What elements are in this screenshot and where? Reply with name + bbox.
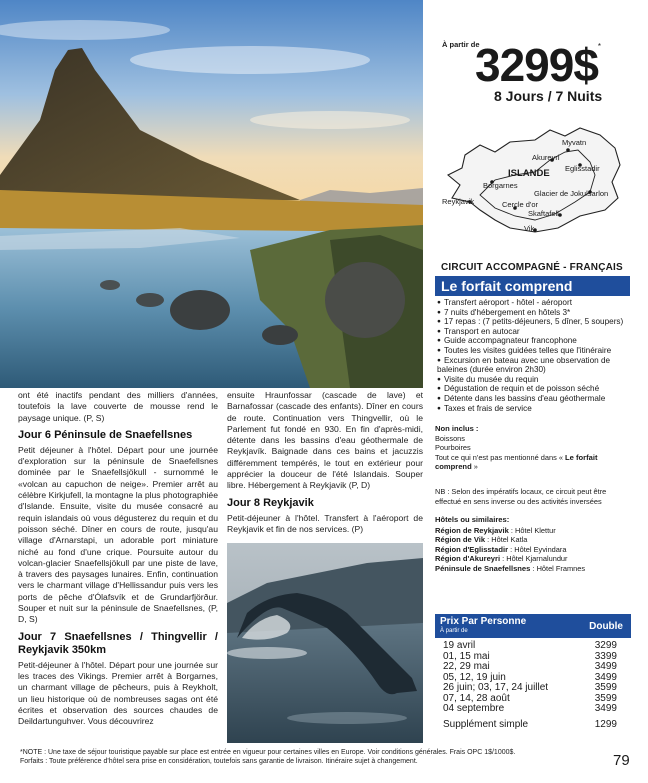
price-row-price: 3299 bbox=[594, 640, 617, 651]
forfait-item: ● Dégustation de requin et de poisson séché bbox=[437, 384, 632, 394]
nb-note: NB : Selon des impératifs locaux, ce circuit peut être effectué en sens inverse ou des activités inversées bbox=[435, 487, 607, 506]
price-row bbox=[443, 704, 617, 715]
hotel-region: Région de Vik bbox=[435, 535, 486, 545]
hotel-region: Région d'Akureyri bbox=[435, 554, 501, 564]
itinerary-column-2 bbox=[227, 390, 423, 540]
price-value: 3299$ bbox=[475, 39, 598, 91]
forfait-item: ● Transfert aéroport - hôtel - aéroport bbox=[437, 298, 632, 308]
map-label-akureyri: Akureyri bbox=[532, 153, 560, 162]
price-row-price: 3399 bbox=[594, 650, 617, 662]
price-table-col-double: Double bbox=[589, 621, 623, 632]
non-inclus-block bbox=[435, 424, 635, 472]
price-from-label: À partir de bbox=[442, 40, 480, 49]
hotel-row: Région de Reykjavik : Hôtel Klettur bbox=[435, 525, 556, 535]
hotel-name: Hôtel Eyvindara bbox=[514, 544, 567, 554]
day6-text: Petit déjeuner à l'hôtel. Départ pour une journée d'exploration sur la péninsule de Snaefellsnes dominée par le Snaefellsjökull - surnommé le «volcan au capuchon de neige». Premier arrêt au célèbre Kirkjufell, la montagne la plus photographiée d'Islande. Ensuite, visite du musée consacré au requin islandais où vous dégusterez du requin et du poisson séché. Dîner en cours de route, jusqu'au village d'Arnarstapi, un adorable port miniature niché au fond d'une crique. Poursuite autour du volcan-glacier Snaefellsjökull par une piste de lave, à travers des paysages lunaires. Enfin, continuation vers le charmant village d'Hellissandur puis vers les ports de pêche d'Ólafsvík et de Grundarfjörður. Souper et nuit sur la péninsule de Snaefellsnes, (P, D, S) bbox=[18, 444, 218, 625]
forfait-item: ● Détente dans les bassins d'eau géothermale bbox=[437, 394, 632, 404]
price-row bbox=[443, 683, 617, 694]
price-row-date: 01, 15 mai bbox=[443, 650, 490, 662]
hotel-name: Hôtel Katla bbox=[491, 535, 528, 545]
hotels-title: Hôtels ou similaires: bbox=[435, 515, 510, 524]
price-row-date: 22, 29 mai bbox=[443, 661, 490, 672]
non-inclus-other: Tout ce qui n'est pas mentionné dans « Le forfait comprend » bbox=[435, 452, 598, 472]
price-row-date: 26 juin; 03, 17, 24 juillet bbox=[443, 682, 549, 693]
price-row bbox=[443, 662, 617, 673]
hotel-row: Région d'Eglisstadir : Hôtel Eyvindara bbox=[435, 544, 567, 554]
page-number: 79 bbox=[613, 752, 630, 769]
duration: 8 Jours / 7 Nuits bbox=[494, 88, 603, 104]
hotel-row: Région de Vik : Hôtel Katla bbox=[435, 535, 528, 545]
day6-title: Jour 6 Péninsule de Snaefellsnes bbox=[18, 428, 193, 441]
hotel-row: Région d'Akureyri : Hôtel Kjarnalundur bbox=[435, 554, 568, 564]
map-label-vik: Vik bbox=[524, 224, 535, 233]
map-label-jokulsarlon: Glacier de Jokulsarlon bbox=[534, 189, 609, 198]
supplement-label: Supplément simple bbox=[443, 719, 529, 730]
itinerary-column-1 bbox=[18, 390, 218, 732]
forfait-item: ● 7 nuits d'hébergement en hôtels 3* bbox=[437, 308, 632, 318]
supplement-price: 1299 bbox=[594, 719, 617, 730]
hotel-name: Hôtel Klettur bbox=[515, 525, 556, 535]
price-block bbox=[475, 39, 602, 91]
price-row-price: 3599 bbox=[594, 682, 617, 693]
hotel-name: Hôtel Framnes bbox=[536, 563, 586, 573]
forfait-heading: Le forfait comprend bbox=[435, 276, 630, 296]
price-row bbox=[443, 641, 617, 652]
map-label-myvatn: Myvatn bbox=[562, 138, 587, 147]
forfait-item: ● Guide accompagnateur francophone bbox=[437, 336, 632, 346]
hotel-name: Hôtel Kjarnalundur bbox=[506, 554, 568, 564]
hotel-region: Péninsule de Snaefellsnes bbox=[435, 563, 531, 573]
price-row-date: 05, 12, 19 juin bbox=[443, 671, 506, 683]
map-label-eglisstadir: Eglisstadir bbox=[565, 164, 600, 173]
price-row-price: 3499 bbox=[594, 671, 617, 683]
forfait-item: ● 17 repas : (7 petits-déjeuners, 5 dîner, 5 soupers) bbox=[437, 317, 632, 327]
footnote-tax: *NOTE : Une taxe de séjour touristique payable sur place est entrée en vigueur pour certaines villes en Europe. Voir conditions générales. Frais OPC 1$/1000$. bbox=[20, 749, 516, 756]
price-row-date: 04 septembre bbox=[443, 703, 505, 714]
price-table-title: Prix Par Personne bbox=[440, 616, 527, 627]
circuit-label: CIRCUIT ACCOMPAGNÉ - FRANÇAIS bbox=[441, 262, 623, 273]
non-inclus-item: Pourboires bbox=[435, 443, 471, 453]
col1-intro: ont été inactifs pendant des milliers d'années, toutefois la lave couverte de mousse rend le paysage unique. (P, S) bbox=[18, 390, 218, 423]
hero-photo-kirkjufell bbox=[0, 0, 423, 388]
day7-text: Petit-déjeuner à l'hôtel. Départ pour une journée sur les traces des Vikings. Premier arrêt à Borgarnes, un charmant village de pêcheurs, puis à Reykholt, un lieu historique où de nombreuses sagas ont été écrites et observation des sources chaudes de Deildartunguhver. Vous découvrirez bbox=[18, 659, 218, 727]
price-table-subtitle: À partir de bbox=[440, 628, 468, 634]
col2-text: ensuite Hraunfossar (cascade de lave) et Barnafossar (cascade des enfants). Dîner en cours de route. Continuation vers Thingvellir, où le Parlement fut fondé en 930. En fin d'après-midi, détente dans les bassins d'eau géothermale de Reykjavík. Baignade dans ces bains et jacuzzis différemment tempérés, le tout en extérieur pour apprécier la douceur de l'été Islandais. Souper libre. Hébergement à Reykjavik (P, D) bbox=[227, 390, 423, 491]
price-row-date: 19 avril bbox=[443, 640, 476, 651]
footnotes bbox=[20, 748, 610, 766]
price-table-header bbox=[435, 614, 631, 638]
hotel-row: Péninsule de Snaefellsnes : Hôtel Framnes bbox=[435, 563, 586, 573]
day8-title: Jour 8 Reykjavik bbox=[227, 496, 314, 509]
map-label-borgarnes: Borgarnes bbox=[483, 181, 518, 190]
footnote-forfaits: Forfaits : Toute préférence d'hôtel sera prise en considération, toutefois sans garantie de livraison. Itinéraire sujet à changement. bbox=[20, 758, 418, 765]
forfait-item: ● Transport en autocar bbox=[437, 327, 632, 337]
day7-title: Jour 7 Snaefellsnes / Thingvellir / Reykjavik 350km bbox=[18, 630, 218, 656]
forfait-item: ● Visite du musée du requin bbox=[437, 375, 632, 385]
price-row-price: 3499 bbox=[594, 703, 617, 714]
day8-text: Petit-déjeuner à l'hôtel. Transfert à l'aéroport de Reykjavik et fin de nos services. (P) bbox=[227, 512, 423, 534]
map-label-reykjavik: Reykjavik bbox=[442, 197, 475, 206]
price-row-price: 3599 bbox=[594, 692, 617, 704]
price-table-body bbox=[443, 641, 617, 715]
price-row-price: 3499 bbox=[594, 661, 617, 672]
price-row-date: 07, 14, 28 août bbox=[443, 692, 510, 704]
hotels-block bbox=[435, 515, 635, 574]
price-marker: * bbox=[597, 42, 602, 51]
whale-tail-photo bbox=[227, 543, 423, 743]
hotel-region: Région de Reykjavik bbox=[435, 525, 509, 535]
forfait-list bbox=[437, 298, 632, 413]
map-label-cercle-dor: Cercle d'or bbox=[502, 200, 539, 209]
supplement-row bbox=[443, 720, 617, 731]
forfait-item: ● Excursion en bateau avec une observation de baleines (durée environ 2h30) bbox=[437, 356, 632, 375]
map-country-label: ISLANDE bbox=[508, 168, 550, 179]
forfait-item: ● Toutes les visites guidées telles que l'itinéraire bbox=[437, 346, 632, 356]
map-label-skaftafell: Skaftafell bbox=[528, 209, 559, 218]
non-inclus-item: Boissons bbox=[435, 433, 465, 443]
forfait-item: ● Taxes et frais de service bbox=[437, 404, 632, 414]
non-inclus-title: Non inclus : bbox=[435, 424, 479, 433]
hotel-region: Région d'Eglisstadir bbox=[435, 544, 509, 554]
iceland-map bbox=[440, 120, 630, 240]
